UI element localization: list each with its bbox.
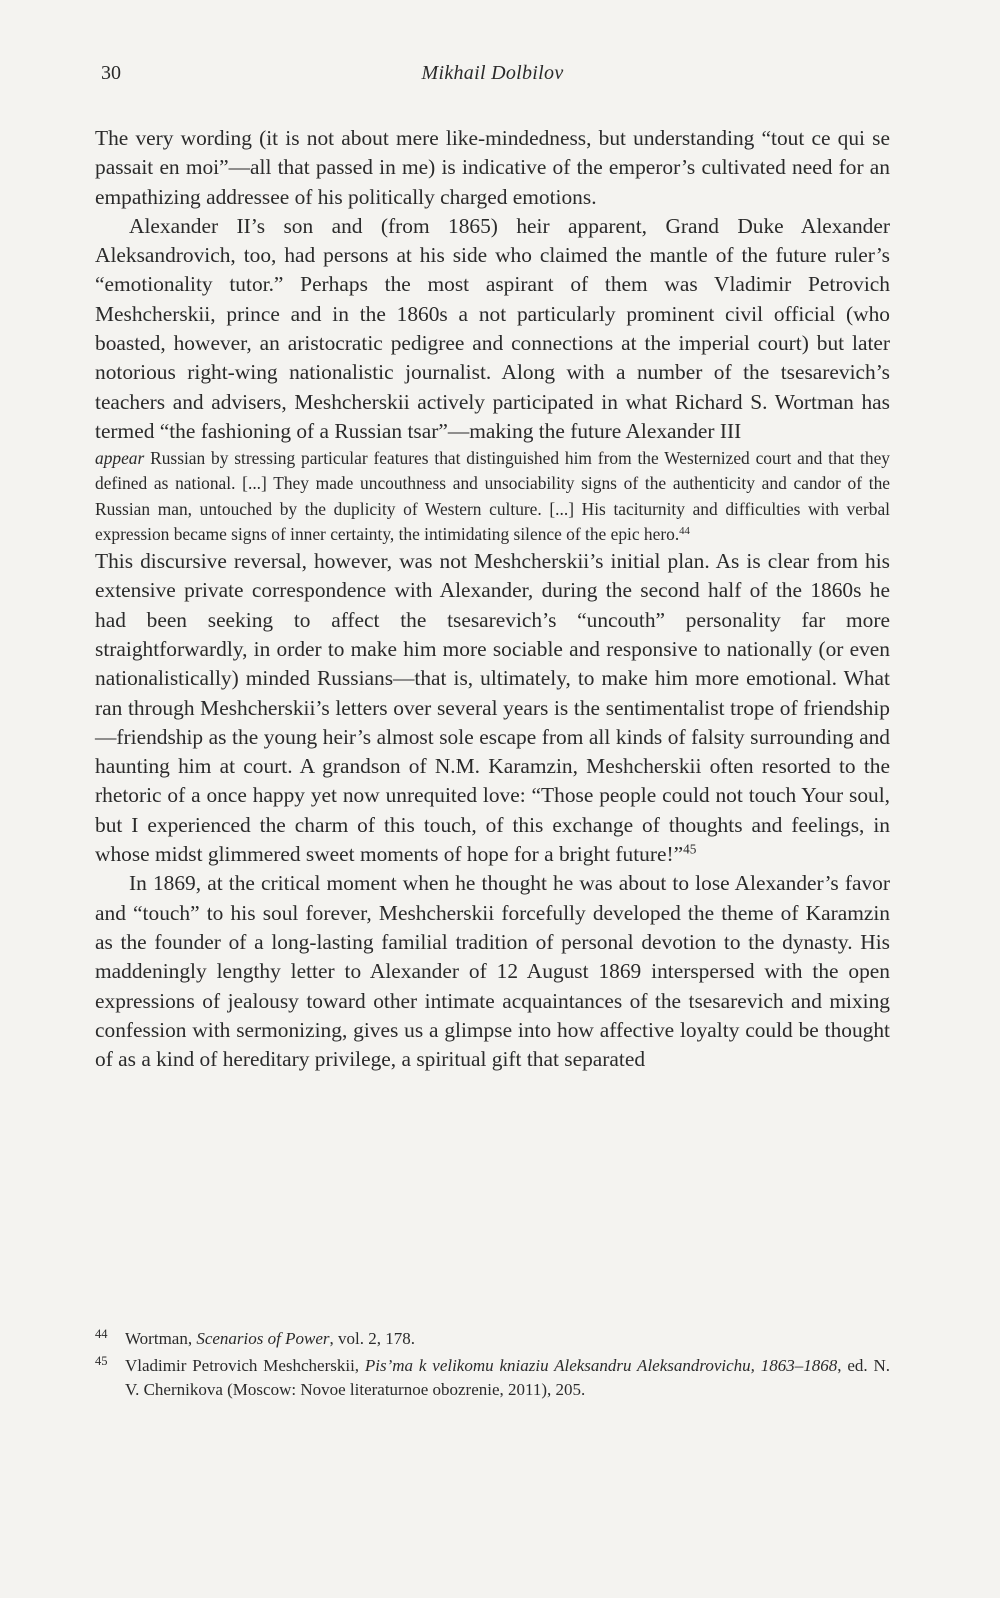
paragraph: The very wording (it is not about mere like-mindedness, but understanding “tout ce qui se passait en moi”—all that passed in me) is indicative of the emperor’s cultivated need for an empathizing addressee of his politically charged emotions. xyxy=(95,126,890,209)
footnote-number: 45 xyxy=(95,1353,108,1368)
footnote-text: Vladimir Petrovich Meshcherskii, xyxy=(125,1355,365,1375)
footnotes xyxy=(95,1327,890,1405)
quote-lead-word: appear xyxy=(95,448,145,469)
footnote-text: Wortman, xyxy=(125,1329,197,1348)
book-page xyxy=(95,0,890,1598)
page-number: 30 xyxy=(101,62,121,84)
paragraph: Alexander II’s son and (from 1865) heir apparent, Grand Duke Alexander Aleksandrovich, too, had persons at his side who claimed the mantle of the future ruler’s “emotionality tutor.” Perhaps the most aspirant of them was Vladimir Petrovich Meshcherskii, prince and in the 1860s a not particularly prominent civil official (who boasted, however, an aristocratic pedigree and connections at the imperial court) but later notorious right-wing nationalistic journalist. Along with a number of the tsesarevich’s teachers and advisers, Meshcherskii actively participated in what Richard S. Wortman has termed “the fashioning of a Russian tsar”—making the future Alexander III xyxy=(95,213,890,443)
running-head xyxy=(95,62,890,92)
footnote-title: Scenarios of Power xyxy=(196,1329,330,1348)
running-title: Mikhail Dolbilov xyxy=(421,62,564,84)
footnote xyxy=(95,1354,890,1403)
paragraph: In 1869, at the critical moment when he thought he was about to lose Alexander’s favor and “touch” to his soul forever, Meshcherskii forcefully developed the theme of Karamzin as the founder of a long-lasting familial tradition of personal devotion to the dynasty. His maddeningly lengthy letter to Alexander of 12 August 1869 interspersed with the open expressions of jealousy toward other intimate acquaintances of the tsesarevich and mixing confession with sermonizing, gives us a glimpse into how affective loyalty could be thought of as a kind of hereditary privilege, a spiritual gift that separated xyxy=(95,871,890,1072)
block-quote xyxy=(95,446,890,547)
footnote-text: , ed. N. V. Chernikova (Moscow: Novoe literaturnoe obozrenie, 2011), 205. xyxy=(125,1355,891,1399)
quote-text: Russian by stressing particular features that distinguished him from the Westernized court and that they defined as national. [...] They made uncouthness and unsociability signs of the authenticity and candor of the Russian man, untouched by the duplicity of Western culture. [...] His taciturnity and difficulties with verbal expression became signs of inner certainty, the intimidating silence of the epic hero. xyxy=(95,448,890,544)
footnote xyxy=(95,1327,890,1352)
paragraph xyxy=(95,547,890,869)
footnote-title: Pis’ma k velikomu kniaziu Aleksandru Aleksandrovichu, 1863–1868 xyxy=(364,1355,838,1375)
footnote-number: 44 xyxy=(95,1327,108,1341)
main-text xyxy=(95,124,890,1074)
footnote-ref[interactable]: 44 xyxy=(679,524,690,537)
footnote-text: , vol. 2, 178. xyxy=(329,1329,415,1348)
paragraph-text: This discursive reversal, however, was not Meshcherskii’s initial plan. As is clear from his extensive private correspondence with Alexander, during the second half of the 1860s he had been seeking to affect the tsesarevich’s “uncouth” personality far more straightforwardly, in order to make him more sociable and responsive to nationally (or even nationalistically) minded Russians—that is, ultimately, to make him more emotional. What ran through Meshcherskii’s letters over several years is the sentimentalist trope of friendship—friendship as the young heir’s almost sole escape from all kinds of falsity surrounding and haunting him at court. A grandson of N.M. Karamzin, Meshcherskii often resorted to the rhetoric of a once happy yet now unrequited love: “Those people could not touch Your soul, but I experienced the charm of this touch, of this exchange of thoughts and feelings, in whose midst glimmered sweet moments of hope for a bright future!” xyxy=(95,549,890,867)
footnote-ref[interactable]: 45 xyxy=(683,841,697,857)
